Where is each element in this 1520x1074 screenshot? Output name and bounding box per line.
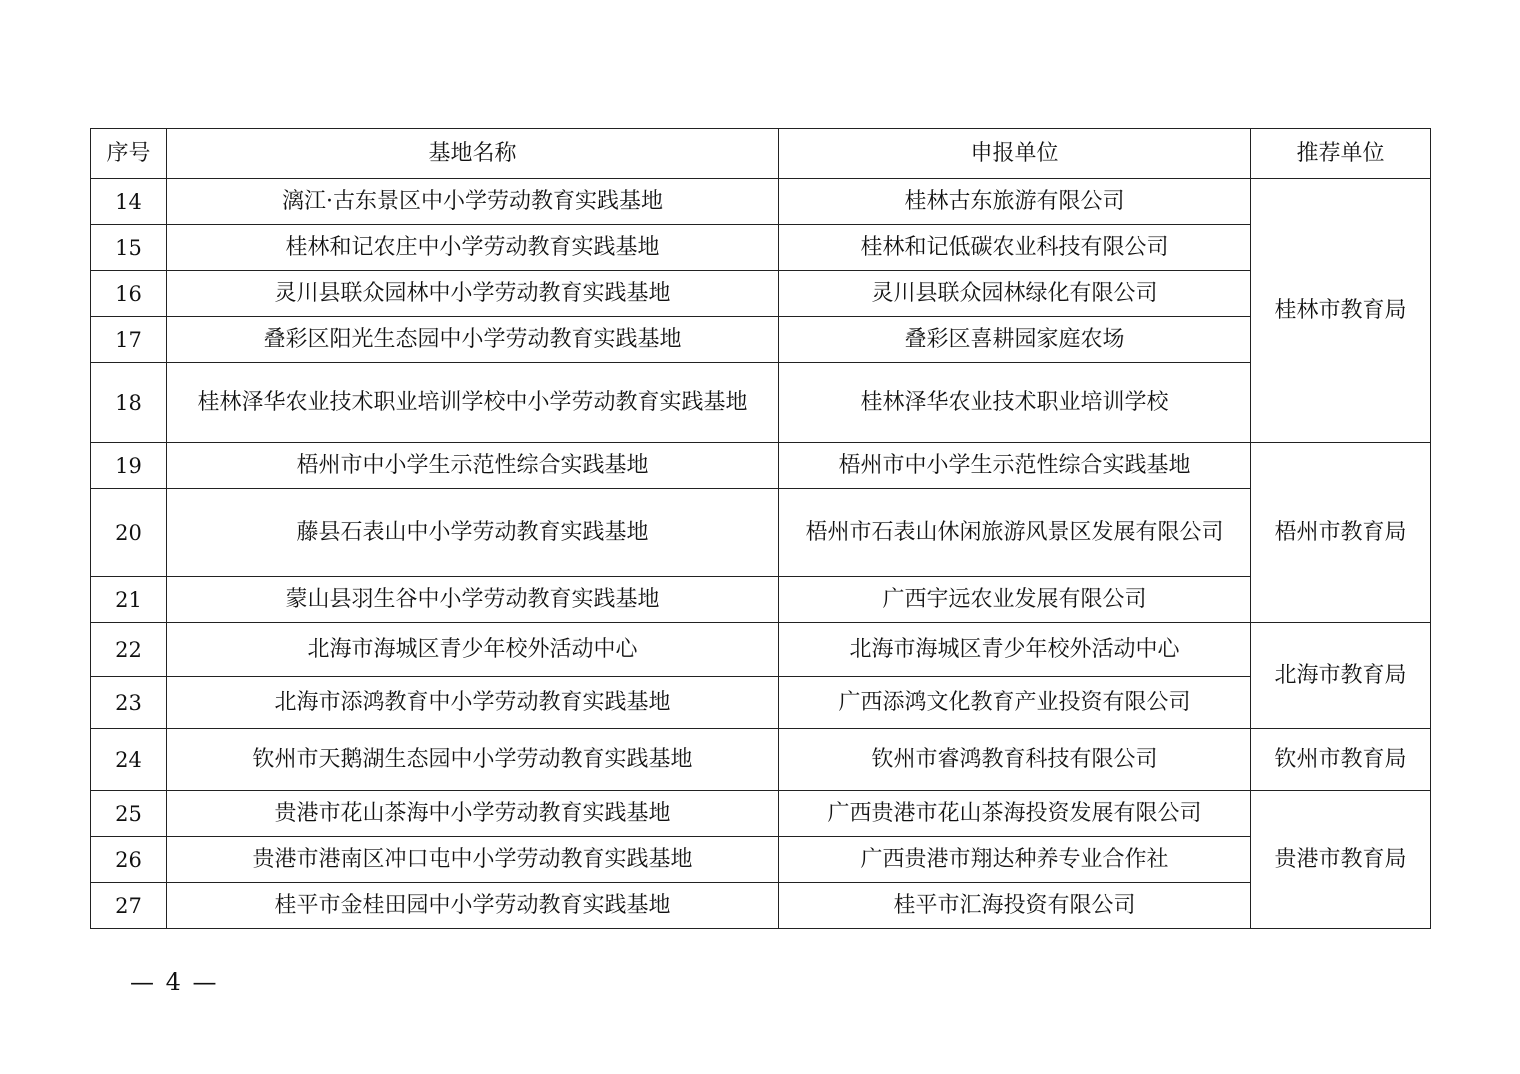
table-row xyxy=(91,179,1431,225)
row-applicant: 灵川县联众园林绿化有限公司 xyxy=(779,271,1251,317)
row-no: 20 xyxy=(91,489,167,577)
row-no: 27 xyxy=(91,883,167,929)
row-applicant: 广西贵港市翔达种养专业合作社 xyxy=(779,837,1251,883)
header-no: 序号 xyxy=(91,129,167,179)
table-row xyxy=(91,363,1431,443)
table-row xyxy=(91,225,1431,271)
row-applicant: 桂林泽华农业技术职业培训学校 xyxy=(779,363,1251,443)
row-no: 24 xyxy=(91,729,167,791)
table-row xyxy=(91,271,1431,317)
header-recommender: 推荐单位 xyxy=(1251,129,1431,179)
row-applicant: 桂平市汇海投资有限公司 xyxy=(779,883,1251,929)
row-base-name: 钦州市天鹅湖生态园中小学劳动教育实践基地 xyxy=(167,729,779,791)
row-base-name: 桂平市金桂田园中小学劳动教育实践基地 xyxy=(167,883,779,929)
table-row xyxy=(91,317,1431,363)
row-recommender: 钦州市教育局 xyxy=(1251,729,1431,791)
row-applicant: 广西添鸿文化教育产业投资有限公司 xyxy=(779,677,1251,729)
table-row xyxy=(91,791,1431,837)
row-base-name: 桂林泽华农业技术职业培训学校中小学劳动教育实践基地 xyxy=(167,363,779,443)
table-row xyxy=(91,577,1431,623)
table-row xyxy=(91,623,1431,677)
row-base-name: 藤县石表山中小学劳动教育实践基地 xyxy=(167,489,779,577)
table-row xyxy=(91,837,1431,883)
row-no: 25 xyxy=(91,791,167,837)
row-applicant: 钦州市睿鸿教育科技有限公司 xyxy=(779,729,1251,791)
row-applicant: 广西宇远农业发展有限公司 xyxy=(779,577,1251,623)
row-no: 26 xyxy=(91,837,167,883)
row-base-name: 漓江·古东景区中小学劳动教育实践基地 xyxy=(167,179,779,225)
base-list-table xyxy=(90,128,1431,929)
row-applicant: 北海市海城区青少年校外活动中心 xyxy=(779,623,1251,677)
row-recommender: 贵港市教育局 xyxy=(1251,791,1431,929)
table-row xyxy=(91,883,1431,929)
row-base-name: 北海市添鸿教育中小学劳动教育实践基地 xyxy=(167,677,779,729)
row-recommender: 北海市教育局 xyxy=(1251,623,1431,729)
row-base-name: 贵港市花山茶海中小学劳动教育实践基地 xyxy=(167,791,779,837)
row-no: 14 xyxy=(91,179,167,225)
row-no: 18 xyxy=(91,363,167,443)
header-name: 基地名称 xyxy=(167,129,779,179)
table-row xyxy=(91,677,1431,729)
row-applicant: 叠彩区喜耕园家庭农场 xyxy=(779,317,1251,363)
row-no: 22 xyxy=(91,623,167,677)
row-recommender: 梧州市教育局 xyxy=(1251,443,1431,623)
row-applicant: 梧州市石表山休闲旅游风景区发展有限公司 xyxy=(779,489,1251,577)
row-applicant: 广西贵港市花山茶海投资发展有限公司 xyxy=(779,791,1251,837)
row-applicant: 梧州市中小学生示范性综合实践基地 xyxy=(779,443,1251,489)
row-base-name: 梧州市中小学生示范性综合实践基地 xyxy=(167,443,779,489)
row-no: 21 xyxy=(91,577,167,623)
row-no: 17 xyxy=(91,317,167,363)
row-base-name: 蒙山县羽生谷中小学劳动教育实践基地 xyxy=(167,577,779,623)
row-base-name: 北海市海城区青少年校外活动中心 xyxy=(167,623,779,677)
page-number: — 4 — xyxy=(130,968,219,996)
row-base-name: 贵港市港南区冲口屯中小学劳动教育实践基地 xyxy=(167,837,779,883)
table-row xyxy=(91,489,1431,577)
row-applicant: 桂林古东旅游有限公司 xyxy=(779,179,1251,225)
table-row xyxy=(91,729,1431,791)
table-row xyxy=(91,443,1431,489)
row-base-name: 灵川县联众园林中小学劳动教育实践基地 xyxy=(167,271,779,317)
header-applicant: 申报单位 xyxy=(779,129,1251,179)
row-no: 19 xyxy=(91,443,167,489)
row-recommender: 桂林市教育局 xyxy=(1251,179,1431,443)
row-no: 16 xyxy=(91,271,167,317)
row-base-name: 叠彩区阳光生态园中小学劳动教育实践基地 xyxy=(167,317,779,363)
row-no: 15 xyxy=(91,225,167,271)
header-row xyxy=(91,129,1431,179)
row-no: 23 xyxy=(91,677,167,729)
row-applicant: 桂林和记低碳农业科技有限公司 xyxy=(779,225,1251,271)
row-base-name: 桂林和记农庄中小学劳动教育实践基地 xyxy=(167,225,779,271)
